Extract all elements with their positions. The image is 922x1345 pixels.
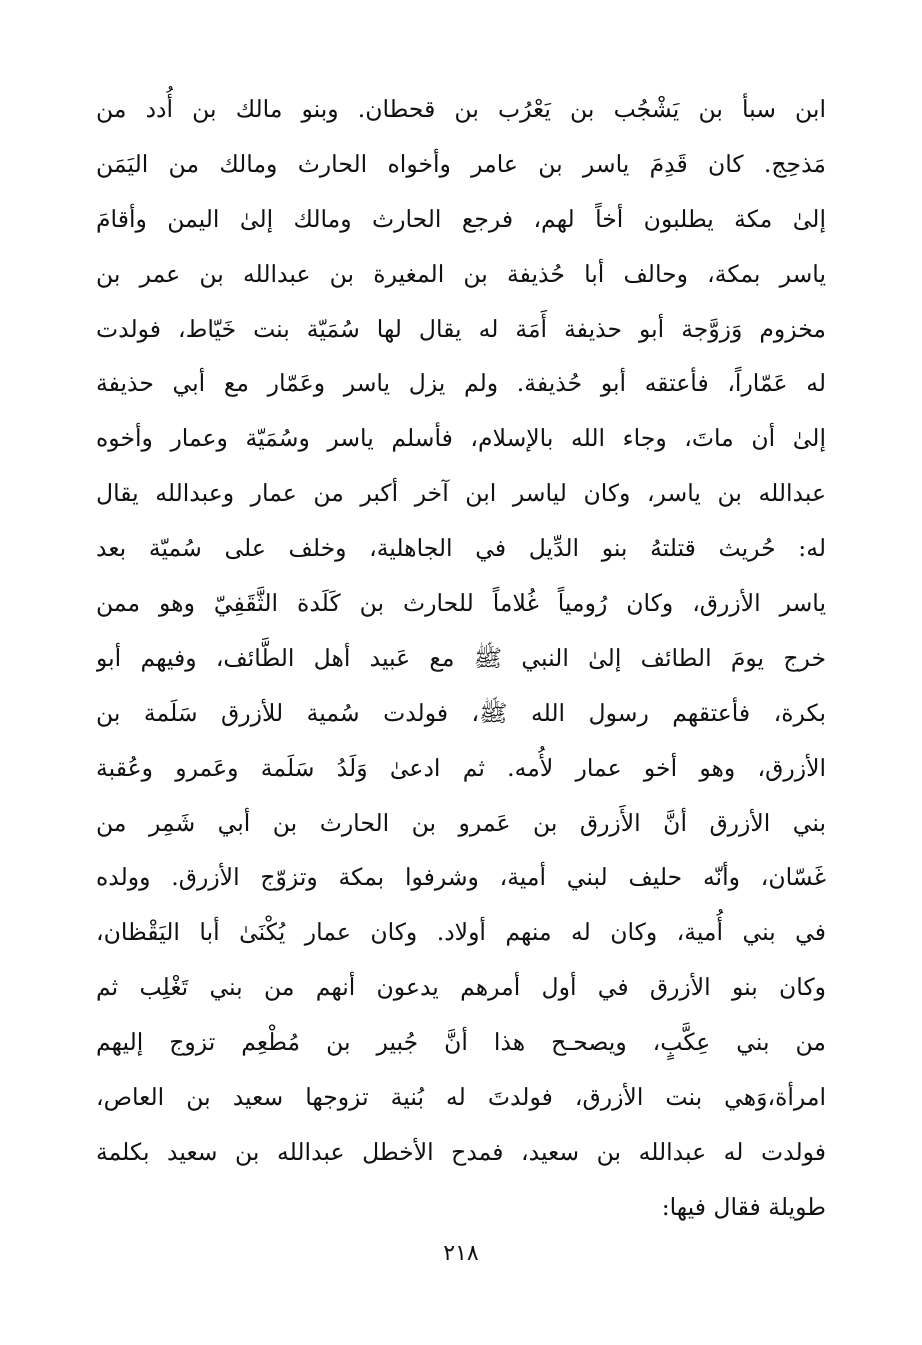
text-line: الأزرق، وهو أخو عمار لأُمه. ثم ادعىٰ وَلَدُ سَلَمة وعَمرو وعُقبة [96, 753, 826, 782]
text-line: خرج يومَ الطائف إلىٰ النبي ﷺ مع عَبيد أهل الطَّائف، وفيهم أبو [96, 643, 826, 672]
text-line: في بني أُمية، وكان له منهم أولاد. وكان عمار يُكْنَىٰ أبا اليَقْظان، [96, 918, 826, 947]
text-line: وكان بنو الأزرق في أول أمرهم يدعون أنهم من بني تَغْلِب ثم [96, 973, 826, 1002]
text-line: له عَمّاراً، فأعتقه أبو حُذيفة. ولم يزل ياسر وعَمّار مع أبي حذيفة [96, 369, 826, 398]
text-line: له: حُريث قتلتهُ بنو الدِّيل في الجاهلية، وخلف على سُميّة بعد [96, 534, 826, 563]
page-number: ٢١٨ [443, 1241, 479, 1266]
text-line: مخزوم وَزوَّجة أبو حذيفة أَمَة له يقال لها سُمَيّة بنت خَيّاط، فولدت [96, 314, 826, 343]
text-line: ياسر الأزرق، وكان رُومياً غُلاماً للحارث بن كَلَدة الثَّقَفِيّ وهو ممن [96, 589, 826, 618]
text-line: بكرة، فأعتقهم رسول الله ﷺ، فولدت سُمية للأزرق سَلَمة بن [96, 698, 826, 727]
text-line: امرأة،وَهي بنت الأزرق، فولدتَ له بُنية تزوجها سعيد بن العاص، [96, 1083, 826, 1112]
text-line-last: طويلة فقال فيها: [661, 1192, 826, 1221]
body-text [96, 82, 826, 1235]
text-line: إلىٰ مكة يطلبون أخاً لهم، فرجع الحارث ومالك إلىٰ اليمن وأقامَ [96, 204, 826, 233]
text-line: من بني عِكَّبٍ، ويصحـح هذا أنَّ جُبير بن مُطْعِم تزوج إليهم [96, 1028, 826, 1057]
text-line: بني الأزرق أنَّ الأَزرق بن عَمرو بن الحارث بن أبي شَمِر من [96, 808, 826, 837]
text-line: عبدالله بن ياسر، وكان لياسر ابن آخر أكبر من عمار وعبدالله يقال [96, 479, 826, 508]
text-line: غَسّان، وأنّه حليف لبني أمية، وشرفوا بمكة وتزوّج الأزرق. وولده [96, 863, 826, 892]
text-line: مَذحِج. كان قَدِمَ ياسر بن عامر وأخواه الحارث ومالك من اليَمَن [96, 149, 826, 178]
text-line: ابن سبأ بن يَشْجُب بن يَعْرُب بن قحطان. وبنو مالك بن أُدد من [96, 95, 826, 123]
text-line: ياسر بمكة، وحالف أبا حُذيفة بن المغيرة بن عبدالله بن عمر بن [96, 259, 826, 288]
text-line: فولدت له عبدالله بن سعيد، فمدح الأخطل عبدالله بن سعيد بكلمة [96, 1137, 826, 1166]
text-line: إلىٰ أن ماتَ، وجاء الله بالإسلام، فأسلم ياسر وسُمَيّة وعمار وأخوه [96, 424, 826, 453]
